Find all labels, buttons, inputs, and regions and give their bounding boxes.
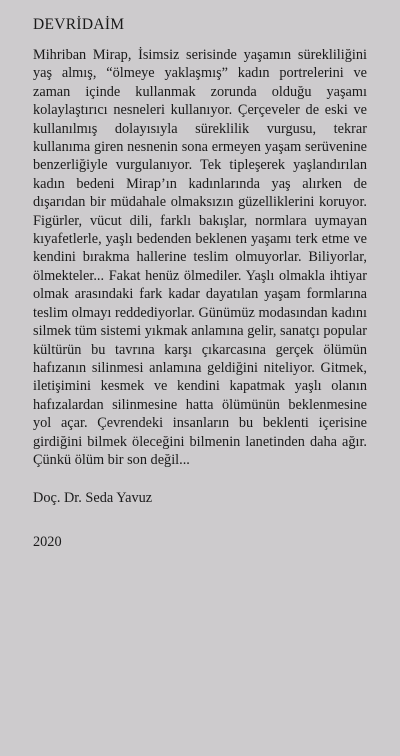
- document-year: 2020: [33, 534, 62, 551]
- author-name: Doç. Dr. Seda Yavuz: [33, 490, 153, 507]
- document-title: DEVRİDAİM: [33, 16, 125, 33]
- document-body: Mihriban Mirap, İsimsiz serisinde yaşamın sürekliliğini yaş almış, “ölmeye yaklaşmış” kadın portrelerini ve zaman içinde kullanmak zorunda olduğu yaşamı kolaylaştırıcı nesneleri kullanıyor. Çerçeveler de eski ve kullanılmış dolayısıyla süreklilik vurgusu, tekrar kullanıma giren nesnenin sona ermeyen yaşam serüvenine benzerliğiyle vurgulanıyor. Tek tipleşerek yaşlandırılan kadın bedeni Mirap’ın kadınlarında yaş alırken de dışarıdan bir müdahale olmaksızın güzelliklerini koruyor. Figürler, vücut dili, farklı bakışlar, normlara uymayan kıyafetlerle, yaşlı bedenden beklenen yaşamı terk etme ve kendini bırakma hallerine teslim olmuyorlar. Biliyorlar, ölmekteler... Fakat henüz ölmediler. Yaşlı olmakla ihtiyar olmak arasındaki fark kadar dayatılan yaşam formlarına teslim olmayı reddediyorlar. Günümüz modasından kadını silmek tüm sistemi yıkmak anlamına gelir, sanatçı popular kültürün bu tavrına karşı çıkarcasına gerçek ölümün hafızanın silinmesi anlamına geldiğini niteliyor. Gitmek, iletişimini kesmek ve kendini kapatmak yaşlı olanın hafızalardan silinmesine hatta ölümünün beklenmesine yol açar. Çevrendeki insanların bu beklenti içerisine girdiğini bilmek öleceğini bilmenin lanetinden daha ağır. Çünkü ölüm bir son değil...: [33, 47, 367, 468]
